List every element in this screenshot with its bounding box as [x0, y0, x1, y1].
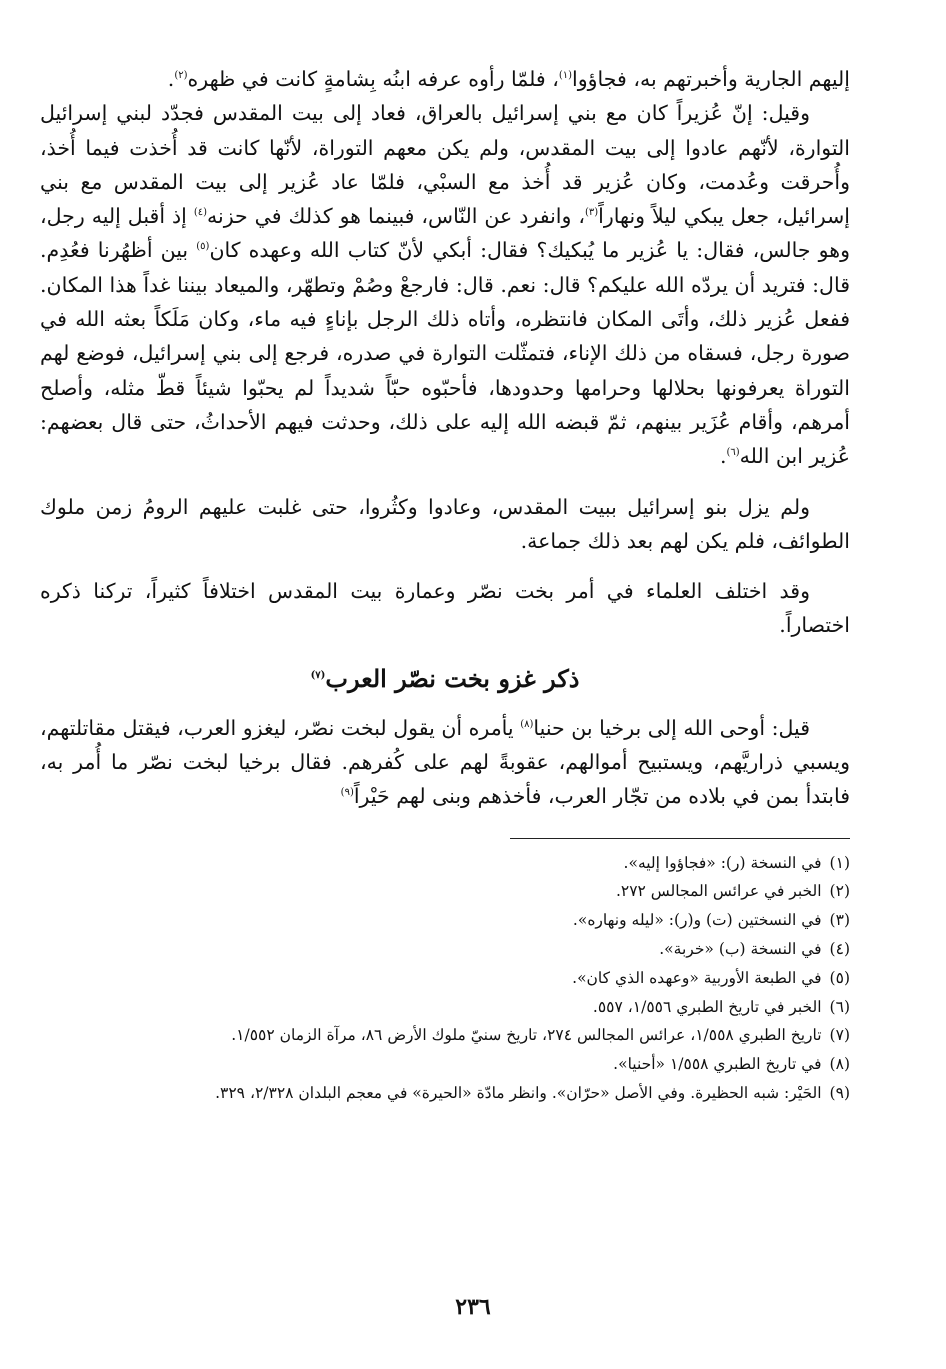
- footnote-ref[interactable]: (١): [558, 70, 573, 82]
- footnote-ref[interactable]: (٢): [174, 70, 188, 82]
- footnote-1: [40, 849, 850, 878]
- text-run: .: [719, 444, 727, 469]
- footnote-number: (٨): [829, 1055, 850, 1074]
- paragraph-4: [40, 574, 850, 643]
- footnote-7: [40, 1021, 850, 1050]
- footnote-ref[interactable]: (٨): [520, 718, 534, 730]
- footnote-number: (١): [829, 853, 850, 872]
- text-run: وقد اختلف العلماء في أمر بخت نصّر وعمارة بيت المقدس اختلافاً كثيراً، تركنا ذكره اختصاراً.: [40, 579, 850, 638]
- footnote-number: (٥): [829, 968, 850, 987]
- footnote-text: الخبر في عرائس المجالس ٢٧٢.: [615, 882, 822, 901]
- footnote-number: (٩): [829, 1084, 850, 1103]
- footnotes-list: [40, 849, 850, 1108]
- footnote-3: [40, 906, 850, 935]
- footnote-text: الحَيْر: شبه الحظيرة. وفي الأصل «حرّان». وانظر مادّة «الحيرة» في معجم البلدان ٢/٣٢٨، ٣٢٩.: [215, 1084, 822, 1103]
- section-heading: [40, 661, 850, 697]
- footnote-text: في النسختين (ت) و(ر): «ليله ونهاره».: [572, 911, 822, 930]
- text-run: ولم يزل بنو إسرائيل ببيت المقدس، وعادوا وكثُروا، حتى غلبت عليهم الرومُ زمن ملوك الطوائف، فلم يكن لهم بعد ذلك جماعة.: [40, 494, 850, 553]
- text-run: يأمره أن يقول لبخت نصّر، ليغزو العرب، فيقتل مقاتلتهم، ويسبي ذراريَّهم، ويستبيح أموالهم، عقوبةً لهم على كُفرهم. فقال برخيا لبخت نصّر ما أُمر به، فابتدأ بمن في بلاده من تجّار العرب، فأخذهم وبنى لهم حَيْراً: [40, 715, 850, 809]
- footnote-ref[interactable]: (٦): [726, 447, 740, 459]
- text-run: إذ أقبل إليه رجل، وهو جالس، فقال: يا عُزير ما يُبكيك؟ فقال: أبكي لأنّ كتاب الله وعهده كان: [40, 204, 850, 263]
- footnote-text: في النسخة (ب) «خربة».: [659, 940, 822, 959]
- section-heading-note: (٧): [310, 669, 326, 681]
- section-heading-text: ذكر غزو بخت نصّر العرب: [325, 663, 580, 693]
- paragraph-5: [40, 711, 850, 814]
- footnote-text: في الطبعة الأوربية «وعهده الذي كان».: [572, 968, 822, 987]
- page-body: [40, 62, 850, 1108]
- footnote-text: الخبر في تاريخ الطبري ١/٥٥٦، ٥٥٧.: [592, 997, 822, 1016]
- footnote-ref[interactable]: (٤): [193, 207, 208, 219]
- page-number: ٢٣٦: [455, 1294, 491, 1320]
- footnote-9: [40, 1079, 850, 1108]
- paragraph-2: [40, 96, 850, 473]
- footnote-5: [40, 964, 850, 993]
- footnote-ref[interactable]: (٥): [196, 241, 210, 253]
- footnote-number: (٧): [829, 1026, 850, 1045]
- footnote-ref[interactable]: (٣): [584, 207, 599, 219]
- footnote-text: في النسخة (ر): «فجاؤوا إليه».: [623, 853, 822, 872]
- text-run: .: [167, 67, 175, 91]
- text-run: ، فلمّا رأوه عرفه ابنُه بِشامةٍ كانت في ظهره: [187, 67, 559, 91]
- text-run: وقيل: إنّ عُزيراً كان مع بني إسرائيل بالعراق، فعاد إلى بيت المقدس فجدّد لبني إسرائيل التوارة، لأنّهم عادوا إلى بيت المقدس، ولم يكن معهم التوراة، لأنّها كانت قد أُخذت فيما أُخذ، وأُحرقت وعُدمت، وكان عُزير قد أُخذ مع السبْي، فلمّا عاد عُزير إلى بيت المقدس مع بني إسرائيل، جعل يبكي ليلاً ونهاراً: [40, 101, 850, 229]
- footnote-number: (٤): [829, 940, 850, 959]
- text-run: إليهم الجارية وأخبرتهم به، فجاؤوا: [572, 67, 850, 91]
- footnote-number: (٦): [829, 997, 850, 1016]
- footnote-separator: [510, 838, 850, 839]
- footnote-text: في تاريخ الطبري ١/٥٥٨ «أحنيا».: [613, 1055, 822, 1074]
- text-run: قيل: أوحى الله إلى برخيا بن حنيا: [533, 715, 810, 740]
- paragraph-1: [40, 62, 850, 96]
- footnote-number: (٢): [829, 882, 850, 901]
- text-run: بين أظهُرنا فعُدِم. قال: فتريد أن يردّه الله عليكم؟ قال: نعم. قال: فارجعْ وصُمْ وتطهّر، والميعاد بيننا غداً هذا المكان. ففعل عُزير ذلك، وأتَى المكان فانتظره، وأتاه ذلك الرجل بإناءٍ فيه ماء، وكان مَلَكاً بعثه الله في صورة رجل، فسقاه من ذلك الإناء، فتمثّلت التوارة في صدره، فرجع إلى بني إسرائيل، فوضع لهم التوراة يعرفونها بحلالها وحرامها وحدودها، فأحبّوه حبّاً شديداً لم يحبّوا شيئاً قطّ مثله، وأصلح أمرهم، وأقام عُزَير بينهم، ثمّ قبضه الله إليه على ذلك، وحدثت فيهم الأحداثُ، حتى قال بعضهم: عُزير ابن الله: [40, 238, 850, 469]
- footnote-4: [40, 935, 850, 964]
- footnote-text: تاريخ الطبري ١/٥٥٨، عرائس المجالس ٢٧٤، تاريخ سنيّ ملوك الأرض ٨٦، مرآة الزمان ١/٥٥٢.: [231, 1026, 822, 1045]
- footnote-8: [40, 1050, 850, 1079]
- paragraph-3: [40, 490, 850, 559]
- text-run: ، وانفرد عن النّاس، فبينما هو كذلك في حزنه: [207, 204, 585, 229]
- footnote-number: (٣): [829, 911, 850, 930]
- footnote-ref[interactable]: (٩): [340, 787, 354, 799]
- footnote-2: [40, 877, 850, 906]
- footnote-6: [40, 993, 850, 1022]
